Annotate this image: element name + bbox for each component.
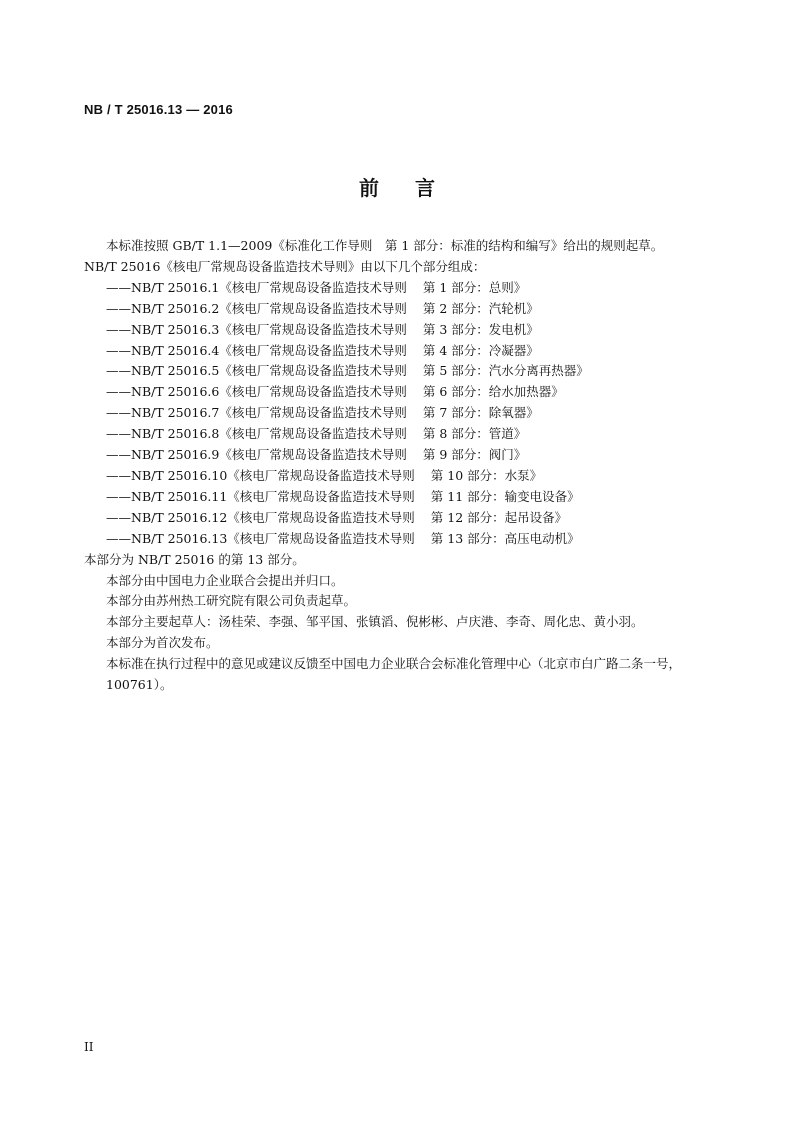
page-title: [0, 172, 794, 201]
list-item: ——NB/T 25016.11《核电厂常规岛设备监造技术导则 第 11 部分：输变电设备》: [106, 488, 580, 504]
paragraph-drafting-org: 本部分由苏州热工研究院有限公司负责起草。: [106, 593, 357, 609]
list-item: ——NB/T 25016.6《核电厂常规岛设备监造技术导则 第 6 部分：给水加热器》: [106, 384, 564, 400]
title-char-1: 前: [359, 176, 379, 200]
list-item: ——NB/T 25016.8《核电厂常规岛设备监造技术导则 第 8 部分：管道》: [106, 426, 527, 442]
paragraph-first-release: 本部分为首次发布。: [106, 635, 219, 651]
list-item: ——NB/T 25016.5《核电厂常规岛设备监造技术导则 第 5 部分：汽水分离再热器》: [106, 363, 589, 379]
paragraph-proposer: 本部分由中国电力企业联合会提出并归口。: [106, 572, 344, 588]
list-item: ——NB/T 25016.2《核电厂常规岛设备监造技术导则 第 2 部分：汽轮机》: [106, 300, 539, 316]
list-item: ——NB/T 25016.12《核电厂常规岛设备监造技术导则 第 12 部分：起吊设备》: [106, 509, 568, 525]
list-item: ——NB/T 25016.4《核电厂常规岛设备监造技术导则 第 4 部分：冷凝器》: [106, 342, 539, 358]
title-char-2: 言: [415, 176, 435, 200]
paragraph-drafters: 本部分主要起草人：汤桂荣、李强、邹平国、张镇滔、倪彬彬、卢庆港、李奇、周化忠、黄小羽。: [106, 614, 644, 630]
paragraph-drafting-rules: 本标准按照 GB/T 1.1—2009《标准化工作导则 第 1 部分：标准的结构和编写》给出的规则起草。: [106, 238, 664, 253]
list-item: ——NB/T 25016.13《核电厂常规岛设备监造技术导则 第 13 部分：高压电动机》: [106, 530, 580, 546]
paragraph-feedback: 本标准在执行过程中的意见或建议反馈至中国电力企业联合会标准化管理中心（北京市白广路二条一号，100761）。: [106, 656, 682, 693]
list-item: ——NB/T 25016.10《核电厂常规岛设备监造技术导则 第 10 部分：水泵》: [106, 467, 543, 483]
list-item: ——NB/T 25016.7《核电厂常规岛设备监造技术导则 第 7 部分：除氧器》: [106, 405, 539, 421]
list-item: ——NB/T 25016.1《核电厂常规岛设备监造技术导则 第 1 部分：总则》: [106, 279, 527, 295]
list-item: ——NB/T 25016.3《核电厂常规岛设备监造技术导则 第 3 部分：发电机》: [106, 321, 539, 337]
paragraph-part-number: 本部分为 NB/T 25016 的第 13 部分。: [84, 551, 305, 567]
paragraph-parts-intro: NB/T 25016《核电厂常规岛设备监造技术导则》由以下几个部分组成：: [84, 258, 486, 274]
parts-list: [84, 278, 704, 550]
standard-number: NB / T 25016.13 — 2016: [84, 102, 233, 117]
page-number: II: [84, 1040, 94, 1054]
list-item: ——NB/T 25016.9《核电厂常规岛设备监造技术导则 第 9 部分：阀门》: [106, 447, 527, 463]
foreword-body: [84, 236, 704, 696]
